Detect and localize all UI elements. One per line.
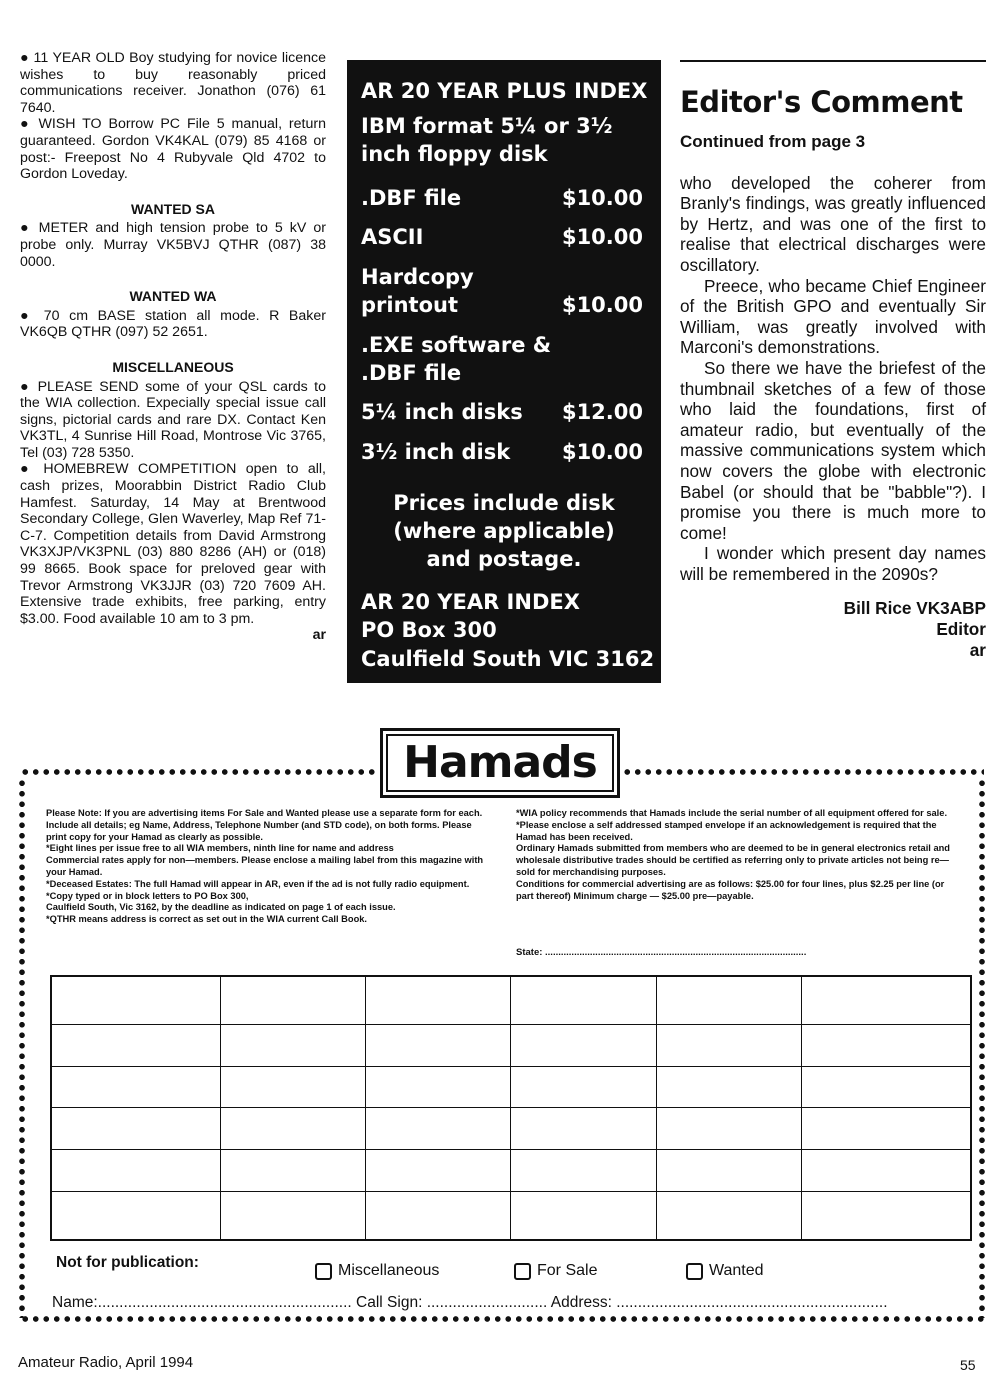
- signature-role: Editor: [936, 619, 986, 640]
- hamads-note: *Please enclose a self addressed stamped envelope if an acknowledgement is required that the Hamad has been received.: [516, 819, 937, 842]
- grid-cell[interactable]: [801, 1066, 971, 1108]
- classified-column: [20, 50, 326, 644]
- hamads-title: Hamads: [380, 728, 620, 798]
- grid-cell[interactable]: [366, 1150, 511, 1192]
- grid-cell[interactable]: [220, 1066, 365, 1108]
- column-rule: [680, 60, 986, 62]
- grid-row: [51, 976, 971, 1025]
- grid-cell[interactable]: [366, 1066, 511, 1108]
- grid-cell[interactable]: [220, 1025, 365, 1067]
- price-row: [361, 331, 643, 359]
- end-mark: ar: [312, 627, 326, 644]
- hamads-note: *WIA policy recommends that Hamads include the serial number of all equipment offered for sale.: [516, 808, 948, 818]
- index-advert-box: [347, 60, 661, 683]
- section-heading-miscellaneous: MISCELLANEOUS: [112, 358, 234, 375]
- price-value: $12.00: [561, 400, 643, 424]
- grid-cell[interactable]: [801, 1150, 971, 1192]
- category-label: For Sale: [537, 1262, 598, 1279]
- publication-footer: Amateur Radio, April 1994: [18, 1354, 194, 1371]
- grid-cell[interactable]: [656, 1066, 801, 1108]
- price-row: [361, 263, 643, 291]
- editors-comment-title: Editor's Comment: [680, 85, 963, 119]
- grid-cell[interactable]: [51, 1191, 220, 1240]
- end-mark: ar: [969, 639, 986, 660]
- hamads-note: *QTHR means address is correct as set out in the WIA current Call Book.: [46, 914, 367, 925]
- grid-cell[interactable]: [511, 1108, 656, 1150]
- grid-cell[interactable]: [220, 1191, 365, 1240]
- dotted-border: [20, 1315, 984, 1323]
- classified-ad: ● PLEASE SEND some of your QSL cards to the WIA collection. Expecially special issue call signs, pictorial cards and rare DX. Contact Ken VK3TL, 4 Sunrise Hill Road, Montrose Vic 3765, Tel (03) 728 5350.: [20, 378, 326, 461]
- grid-cell[interactable]: [366, 976, 511, 1025]
- hamads-notes-left: [46, 808, 486, 926]
- name-field[interactable]: Name:...........................................................: [52, 1294, 352, 1311]
- prices-note: Prices include disk: [393, 491, 615, 515]
- price-row: [361, 184, 643, 212]
- price-row: [361, 291, 643, 319]
- grid-cell[interactable]: [220, 976, 365, 1025]
- price-row: [361, 398, 643, 426]
- checkbox-icon[interactable]: [514, 1263, 531, 1280]
- price-value: $10.00: [561, 293, 643, 317]
- grid-cell[interactable]: [51, 1108, 220, 1150]
- grid-cell[interactable]: [366, 1108, 511, 1150]
- price-value: $10.00: [561, 440, 643, 464]
- grid-cell[interactable]: [656, 976, 801, 1025]
- price-item-label: ASCII: [361, 225, 424, 249]
- order-address-line: Caulfield South VIC 3162: [361, 647, 655, 671]
- grid-cell[interactable]: [801, 976, 971, 1025]
- hamads-notes-right: [516, 808, 962, 902]
- price-item-label: .EXE software &: [361, 333, 552, 357]
- checkbox-icon[interactable]: [686, 1263, 703, 1280]
- index-format-line: IBM format 5¼ or 3½: [361, 114, 613, 138]
- dotted-border: [978, 778, 986, 1318]
- price-value: $10.00: [561, 225, 643, 249]
- page-number: 55: [960, 1357, 976, 1373]
- grid-cell[interactable]: [801, 1191, 971, 1240]
- grid-cell[interactable]: [366, 1025, 511, 1067]
- price-item-label: .DBF file: [361, 361, 462, 385]
- continued-note: Continued from page 3: [680, 132, 866, 151]
- order-address-line: PO Box 300: [361, 618, 497, 642]
- classified-ad: ● 70 cm BASE station all mode. R Baker VK6QB QTHR (097) 52 2651.: [20, 307, 326, 341]
- price-value: $10.00: [561, 186, 643, 210]
- address-field[interactable]: Address: ...............................................................: [550, 1294, 888, 1311]
- dotted-border: [20, 768, 376, 776]
- price-row: [361, 359, 643, 387]
- prices-note: and postage.: [426, 547, 582, 571]
- hamads-note: Ordinary Hamads submitted from members who are deemed to be in general electronics retail and wholesale distributive trades should be certified as referring only to private articles not being re—sold for merchandising purposes.: [516, 843, 950, 877]
- grid-row: [51, 1191, 971, 1240]
- grid-row: [51, 1108, 971, 1150]
- dotted-border: [622, 768, 984, 776]
- index-format-line: inch floppy disk: [361, 142, 548, 166]
- grid-cell[interactable]: [51, 1150, 220, 1192]
- grid-cell[interactable]: [656, 1025, 801, 1067]
- price-item-label: .DBF file: [361, 186, 462, 210]
- prices-note: (where applicable): [393, 519, 615, 543]
- classified-ad: ● 11 YEAR OLD Boy studying for novice licence wishes to buy reasonably priced communications receiver. Jonathon (076) 61 7640.: [20, 50, 326, 116]
- hamad-copy-grid[interactable]: [50, 975, 972, 1241]
- checkbox-icon[interactable]: [315, 1263, 332, 1280]
- hamads-note: Commercial rates apply for non—members. Please enclose a mailing label from this magazine with your Hamad.: [46, 855, 484, 877]
- signature-name: Bill Rice VK3ABP: [843, 598, 986, 619]
- editorial-paragraph: I wonder which present day names will be remembered in the 2090s?: [680, 543, 986, 584]
- dotted-border: [18, 778, 26, 1318]
- category-for-sale[interactable]: [514, 1262, 597, 1280]
- editorial-paragraph: So there we have the briefest of the thumbnail sketches of a few of those who laid the foundations, first of amateur radio, but eventually of the massive communications system which now covers the globe with electronic Babel (or should that be "babble"?). I promise you there is much more to come!: [680, 357, 986, 543]
- grid-cell[interactable]: [511, 1191, 656, 1240]
- price-item-label: 3½ inch disk: [361, 440, 511, 464]
- editorial-paragraph: Preece, who became Chief Engineer of the British GPO and eventually Sir William, was greatly involved with Marconi's demonstrations.: [680, 275, 986, 358]
- section-heading-wanted-sa: WANTED SA: [131, 200, 215, 217]
- classified-ad: ● METER and high tension probe to 5 kV or probe only. Murray VK5BVJ QTHR (087) 38 0000.: [20, 220, 326, 270]
- category-miscellaneous[interactable]: [315, 1262, 439, 1280]
- editorial-paragraph: who developed the coherer from Branly's findings, was greatly influenced by Hertz, and was one of the first to realise that electrical discharges were oscillatory.: [680, 172, 986, 275]
- hamads-note: Caulfield South, Vic 3162, by the deadline as indicated on page 1 of each issue.: [46, 902, 396, 913]
- price-row: [361, 223, 643, 251]
- classified-ad: ● WISH TO Borrow PC File 5 manual, return guaranteed. Gordon VK4KAL (079) 85 4168 or post:- Freepost No 4 Rubyvale Qld 4702 to Gordon Loveday.: [20, 116, 326, 183]
- category-label: Miscellaneous: [338, 1262, 440, 1279]
- hamads-note: *Eight lines per issue free to all WIA members, ninth line for name and address: [46, 843, 394, 854]
- editors-comment: [680, 82, 986, 660]
- callsign-field[interactable]: Call Sign: ............................: [356, 1294, 548, 1311]
- price-item-label: Hardcopy: [361, 265, 474, 289]
- section-heading-wanted-wa: WANTED WA: [129, 288, 217, 305]
- classified-ad: ● HOMEBREW COMPETITION open to all, cash prizes, Moorabbin District Radio Club Hamfest. Saturday, 14 May at Brentwood Secondary College, Glen Waverley, Map Ref 71-C-7. Competition details from David Armstrong VK3XJP/VK3PNL (03) 880 8286 (AH) or (018) 99 8665. Book space for preloved gear with Trevor Armstrong VK3JJR (03) 720 7609 AH. Extensive trade exhibits, free parking, entry $3.00. Food available 10 am to 3 pm.: [20, 461, 326, 627]
- order-address-line: AR 20 YEAR INDEX: [361, 590, 580, 614]
- hamads-note: Please Note: If you are advertising items For Sale and Wanted please use a separate form for each. Include all details; eg Name, Address, Telephone Number (and STD code), on both forms. Please print copy for your Hamad as clearly as possible.: [46, 808, 483, 842]
- grid-row: [51, 1025, 971, 1067]
- grid-cell[interactable]: [801, 1025, 971, 1067]
- price-item-label: 5¼ inch disks: [361, 400, 523, 424]
- hamads-note: *Copy typed or in block letters to PO Box 300,: [46, 890, 249, 901]
- category-label: Wanted: [709, 1262, 764, 1279]
- grid-cell[interactable]: [220, 1108, 365, 1150]
- hamads-note: Conditions for commercial advertising are as follows: $25.00 for four lines, plus $2.25 per line (or part thereof) Minimum charge — $25.00 pre—payable.: [516, 878, 945, 901]
- hamads-note: *Deceased Estates: The full Hamad will appear in AR, even if the ad is not fully radio equipment.: [46, 878, 470, 889]
- grid-cell[interactable]: [511, 1066, 656, 1108]
- grid-cell[interactable]: [656, 1150, 801, 1192]
- price-item-label: printout: [361, 293, 458, 317]
- category-wanted[interactable]: [686, 1262, 764, 1280]
- grid-cell[interactable]: [51, 1025, 220, 1067]
- contact-fields: [52, 1294, 962, 1312]
- grid-cell[interactable]: [511, 1150, 656, 1192]
- grid-cell[interactable]: [51, 1066, 220, 1108]
- grid-row: [51, 1066, 971, 1108]
- not-for-publication-label: Not for publication:: [56, 1254, 199, 1271]
- grid-cell[interactable]: [51, 976, 220, 1025]
- grid-cell[interactable]: [656, 1191, 801, 1240]
- index-title: AR 20 YEAR PLUS INDEX: [361, 79, 648, 103]
- grid-cell[interactable]: [801, 1108, 971, 1150]
- grid-cell[interactable]: [511, 1025, 656, 1067]
- grid-cell[interactable]: [366, 1191, 511, 1240]
- state-field[interactable]: State: ...................................................................................................: [516, 947, 807, 958]
- grid-cell[interactable]: [220, 1150, 365, 1192]
- grid-cell[interactable]: [511, 976, 656, 1025]
- price-row: [361, 438, 643, 466]
- grid-cell[interactable]: [656, 1108, 801, 1150]
- grid-row: [51, 1150, 971, 1192]
